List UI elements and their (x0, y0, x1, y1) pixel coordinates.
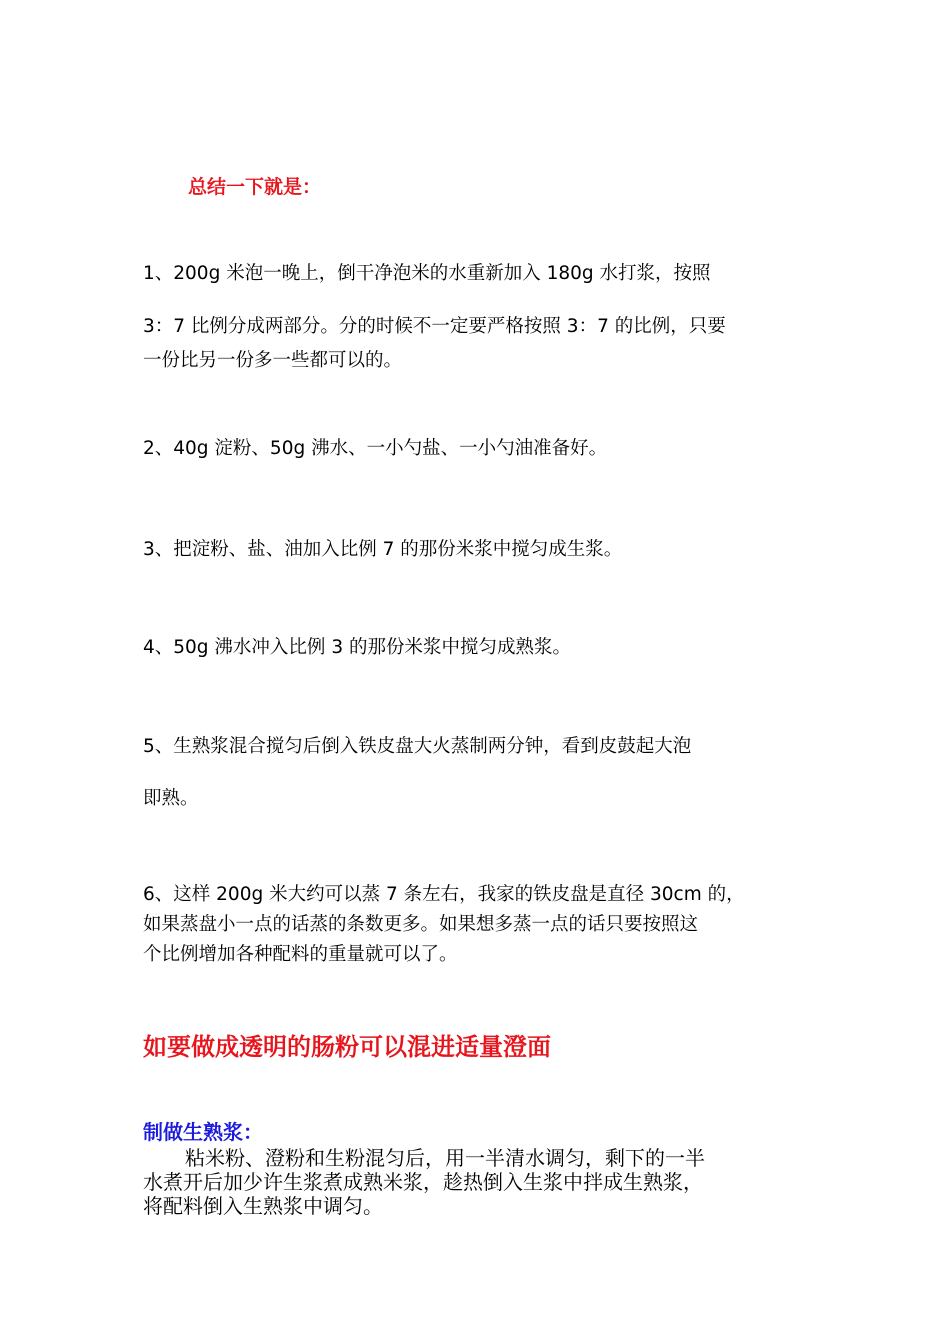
section-paragraph (143, 1146, 815, 1218)
step-5-line-2: 即熟。 (143, 788, 199, 809)
section-line-1: 粘米粉、澄粉和生粉混匀后，用一半清水调匀，剩下的一半 (185, 1146, 705, 1170)
step-1 (143, 260, 811, 378)
section-line-3: 将配料倒入生熟浆中调匀。 (143, 1194, 383, 1218)
step-2 (143, 435, 811, 463)
step-5-line-1: 5、生熟浆混合搅匀后倒入铁皮盘大火蒸制两分钟，看到皮鼓起大泡 (143, 736, 692, 757)
step-4 (143, 634, 811, 662)
step-5 (143, 733, 811, 813)
step-6-line-2: 如果蒸盘小一点的话蒸的条数更多。如果想多蒸一点的话只要按照这 (143, 914, 699, 935)
step-6 (143, 880, 811, 970)
transparent-tip-heading: 如要做成透明的肠粉可以混进适量澄面 (143, 1032, 551, 1061)
step-2-line-1: 2、40g 淀粉、50g 沸水、一小勺盐、一小勺油准备好。 (143, 438, 608, 459)
step-1-line-2: 3：7 比例分成两部分。分的时候不一定要严格按照 3：7 的比例，只要 (143, 316, 726, 337)
section-heading: 制做生熟浆： (143, 1120, 263, 1144)
step-1-line-3: 一份比另一份多一些都可以的。 (143, 350, 403, 371)
section-line-2: 水煮开后加少许生浆煮成熟米浆，趁热倒入生浆中拌成生熟浆， (143, 1170, 703, 1194)
step-1-line-1: 1、200g 米泡一晚上，倒干净泡米的水重新加入 180g 水打浆，按照 (143, 263, 711, 284)
step-6-line-1: 6、这样 200g 米大约可以蒸 7 条左右，我家的铁皮盘是直径 30cm 的， (143, 884, 745, 905)
step-3-line-1: 3、把淀粉、盐、油加入比例 7 的那份米浆中搅匀成生浆。 (143, 539, 623, 560)
summary-heading: 总结一下就是： (188, 176, 322, 198)
step-6-line-3: 个比例增加各种配料的重量就可以了。 (143, 944, 458, 965)
step-3 (143, 536, 811, 564)
step-4-line-1: 4、50g 沸水冲入比例 3 的那份米浆中搅匀成熟浆。 (143, 637, 571, 658)
